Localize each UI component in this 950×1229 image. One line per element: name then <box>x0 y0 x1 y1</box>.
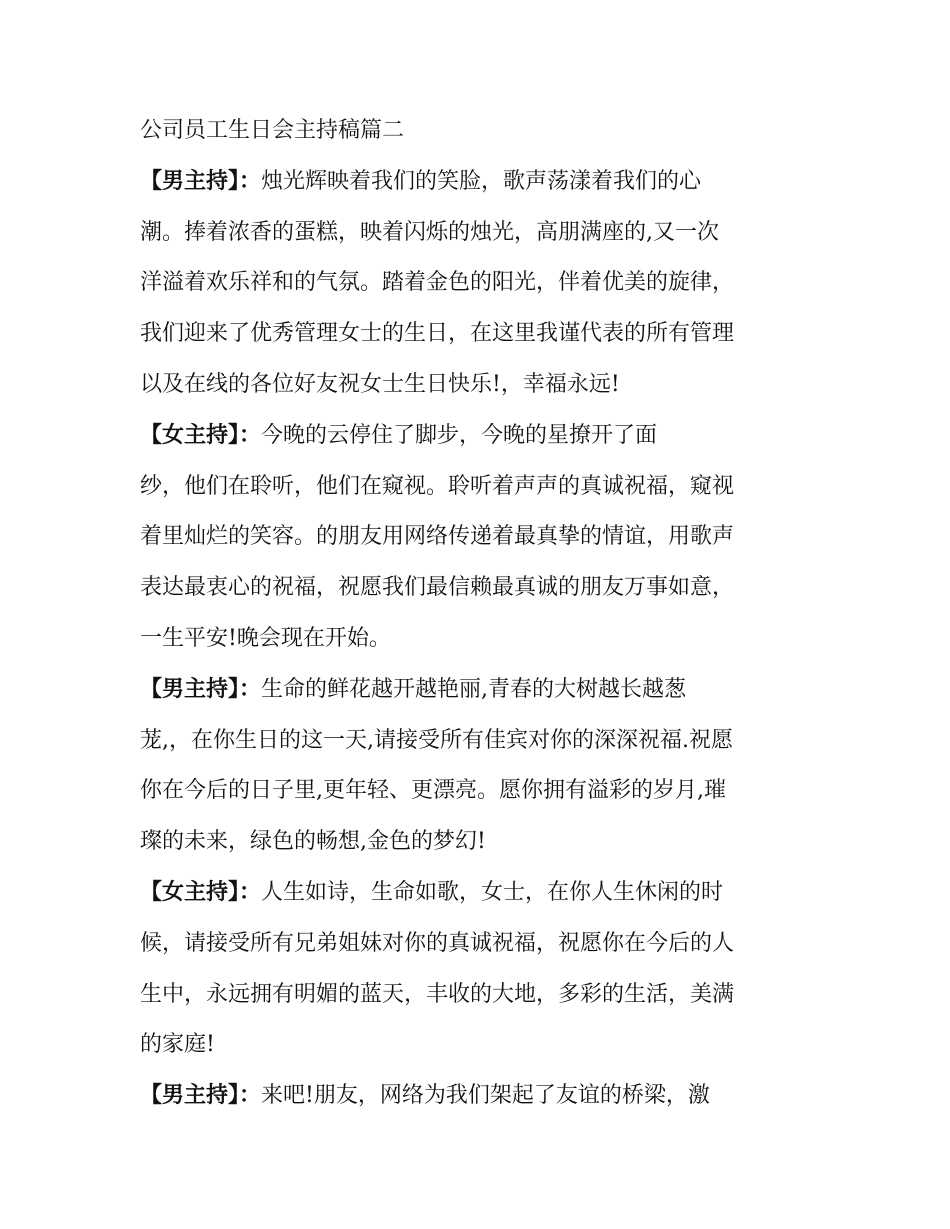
paragraph-line: 茏,，在你生日的这一天,请接受所有佳宾对你的深深祝福.祝愿 <box>140 727 733 753</box>
paragraph-line: 一生平安!晚会现在开始。 <box>140 625 391 651</box>
speaker-label-female: 【女主持】： <box>140 422 262 448</box>
paragraph-text: 今晚的云停住了脚步，今晚的星撩开了面 <box>261 422 658 448</box>
paragraph-line: 候，请接受所有兄弟姐妹对你的真诚祝福，祝愿你在今后的人 <box>140 930 735 956</box>
paragraph-line: 以及在线的各位好友祝女士生日快乐!，幸福永远! <box>140 371 620 397</box>
paragraph-line: 你在今后的日子里,更年轻、更漂亮。愿你拥有溢彩的岁月,璀 <box>140 778 726 804</box>
paragraph-first-line <box>140 665 820 716</box>
paragraph-text: 生命的鲜花越开越艳丽,青春的大树越长越葱 <box>261 676 687 702</box>
paragraph-first-line <box>140 411 820 462</box>
speaker-label-male: 【男主持】： <box>140 676 262 702</box>
paragraph-text: 来吧!朋友，网络为我们架起了友谊的桥梁，激 <box>261 1083 710 1109</box>
paragraph-line: 纱，他们在聆听，他们在窥视。聆听着声声的真诚祝福，窥视 <box>140 473 735 499</box>
paragraph-line: 潮。捧着浓香的蛋糕，映着闪烁的烛光，高朋满座的,又一次 <box>140 219 719 245</box>
paragraph-line: 洋溢着欢乐祥和的气氛。踏着金色的阳光，伴着优美的旋律， <box>140 270 735 296</box>
paragraph-text: 烛光辉映着我们的笑脸，歌声荡漾着我们的心 <box>261 168 702 194</box>
paragraph-first-line <box>140 1071 820 1122</box>
paragraph-first-line <box>140 868 820 919</box>
paragraph-line: 生中，永远拥有明媚的蓝天，丰收的大地，多彩的生活，美满 <box>140 981 735 1007</box>
paragraph-text: 人生如诗，生命如歌，女士，在你人生休闲的时 <box>261 879 724 905</box>
speaker-label-male: 【男主持】： <box>140 1083 262 1109</box>
speaker-label-female: 【女主持】： <box>140 879 262 905</box>
paragraph-line: 着里灿烂的笑容。的朋友用网络传递着最真挚的情谊，用歌声 <box>140 524 735 550</box>
paragraph-line: 的家庭! <box>140 1032 215 1058</box>
paragraph-first-line <box>140 157 820 208</box>
document-title: 公司员工生日会主持稿篇二 <box>140 118 405 143</box>
paragraph-line: 璨的未来，绿色的畅想,金色的梦幻! <box>140 829 486 855</box>
document-body <box>140 106 820 1122</box>
paragraph-line: 表达最衷心的祝福，祝愿我们最信赖最真诚的朋友万事如意， <box>140 575 735 601</box>
speaker-label-male: 【男主持】： <box>140 168 262 194</box>
paragraph-line: 我们迎来了优秀管理女士的生日，在这里我谨代表的所有管理 <box>140 321 735 347</box>
